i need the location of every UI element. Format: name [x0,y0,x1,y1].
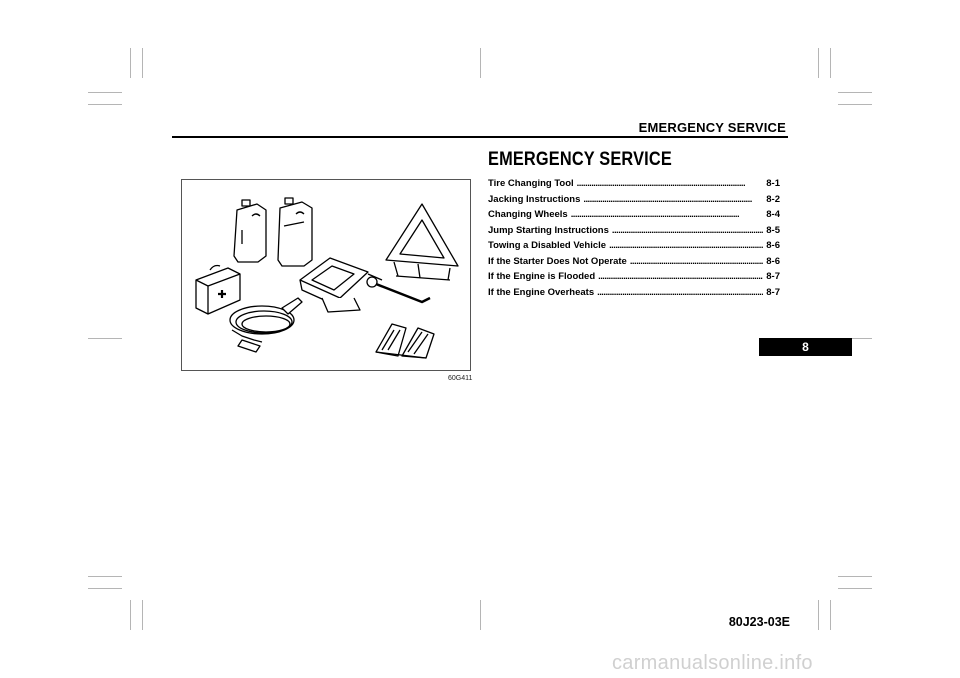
toc-entry[interactable] [488,287,780,303]
toc-entry-page: 8-7 [766,271,780,282]
warning-triangle-icon [386,204,458,280]
running-header: EMERGENCY SERVICE [638,120,786,135]
crop-mark [142,48,143,78]
crop-mark [818,48,819,78]
toc-entry-page: 8-6 [766,255,780,267]
crop-mark [838,104,872,105]
document-code: 80J23-03E [728,615,790,629]
dot-leader [597,287,763,298]
crop-mark [142,600,143,630]
section-title: EMERGENCY SERVICE [488,149,672,170]
emergency-kit-illustration [181,179,471,371]
toc-entry[interactable] [488,194,780,210]
toc-entry[interactable] [488,178,780,194]
toc-entry-page: 8-4 [766,209,780,220]
crop-mark [838,92,872,93]
crop-mark [130,600,131,630]
toc-entry-page: 8-1 [766,178,780,189]
dot-leader [609,240,763,251]
crop-mark [88,576,122,577]
jerry-can-icon [278,198,312,266]
dot-leader [571,209,764,220]
toc-entry-title: Changing Wheels [488,209,568,220]
crop-mark [480,48,481,78]
toc-entry[interactable] [488,225,780,241]
dot-leader [630,256,763,267]
watermark: carmanualsonline.info [612,652,813,674]
jumper-cables-icon [230,298,302,352]
first-aid-kit-icon [196,266,240,315]
toc-entry-page: 8-6 [766,240,780,251]
dot-leader [612,225,763,236]
toc-entry[interactable] [488,209,780,225]
toc-entry-title: Towing a Disabled Vehicle [488,240,607,251]
crop-mark [88,104,122,105]
jerry-can-icon [234,200,266,262]
toc-entry-page: 8-2 [766,193,780,205]
crop-mark [88,338,122,339]
toc-entry[interactable] [488,240,780,256]
wheel-chocks-icon [376,324,434,358]
crop-mark [130,48,131,78]
crop-mark [838,588,872,589]
dot-leader [577,178,764,189]
crop-mark [830,600,831,630]
dot-leader [583,194,763,205]
crop-mark [88,92,122,93]
toc-entry[interactable] [488,256,780,272]
chapter-tab: 8 [759,338,852,356]
crop-mark [830,48,831,78]
toc-entry-title: If the Engine is Flooded [488,271,596,282]
toc-entry-title: If the Starter Does Not Operate [488,255,627,267]
crop-mark [480,600,481,630]
toc-entry-title: Jacking Instructions [488,193,581,205]
toc-entry-page: 8-7 [766,286,780,298]
toc-entry[interactable] [488,271,780,287]
toc-entry-title: Tire Changing Tool [488,178,574,189]
crop-mark [88,588,122,589]
car-jack-icon [300,258,430,312]
dot-leader [598,271,763,282]
toc-entry-page: 8-5 [766,224,780,236]
figure-caption: 60G411 [448,375,473,382]
header-rule [172,136,788,138]
table-of-contents [488,178,780,302]
crop-mark [838,576,872,577]
toc-entry-title: Jump Starting Instructions [488,224,609,236]
crop-mark [818,600,819,630]
toc-entry-title: If the Engine Overheats [488,286,595,298]
